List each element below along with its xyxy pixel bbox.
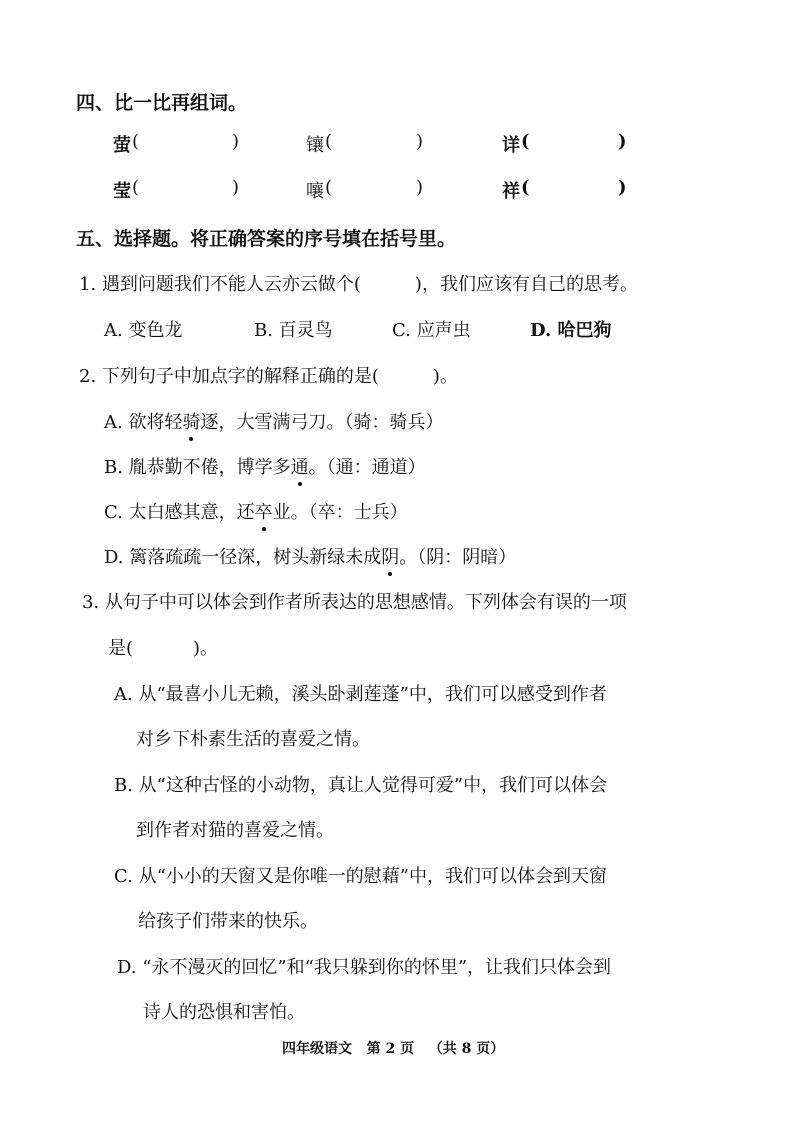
- answer-blank[interactable]: [338, 174, 413, 200]
- option-text: 逐，大雪满弓刀。（骑：骑兵）: [200, 412, 444, 433]
- close-paren: ): [618, 177, 627, 198]
- close-paren: ): [416, 177, 424, 198]
- dotted-char: 卒: [255, 498, 273, 524]
- word-char: 萤: [113, 135, 131, 156]
- answer-blank[interactable]: [534, 128, 614, 154]
- q3-stem-line1: 3. 从句子中可以体会到作者所表达的思想感情。下列体会有误的一项: [82, 592, 627, 613]
- open-paren: (: [521, 177, 530, 198]
- open-paren: (: [521, 131, 530, 152]
- q3-stem-before: 是(: [108, 638, 134, 659]
- q2-option-a: [104, 408, 443, 434]
- q2-option-b: [104, 453, 426, 479]
- option-text: 。（通：通道）: [308, 457, 426, 478]
- q3-stem-after: )。: [193, 638, 219, 659]
- q3-option-d-line1: D. “永不漫灭的回忆”和“我只躲到你的怀里”，让我们只体会到: [117, 957, 612, 978]
- word-char: 嚷: [306, 181, 324, 202]
- open-paren: (: [132, 131, 140, 152]
- q3-option-b-line2: 到作者对猫的喜爱之情。: [136, 820, 334, 841]
- q1-option-c: C. 应声虫: [392, 320, 471, 341]
- answer-blank[interactable]: [145, 128, 230, 154]
- option-text: 。（阴：阴暗）: [399, 547, 517, 568]
- option-text: C. 太白感其意，还: [104, 502, 255, 523]
- q3-stem-line2: [108, 634, 218, 660]
- q1-option-d: D. 哈巴狗: [530, 320, 612, 341]
- option-text: A. 欲将轻: [104, 412, 183, 433]
- q2-stem-before: 2. 下列句子中加点字的解释正确的是(: [79, 366, 379, 387]
- q2-stem: [79, 362, 458, 388]
- q1-stem-before: 1. 遇到问题我们不能人云亦云做个(: [79, 274, 361, 295]
- q3-option-b-line1: B. 从“这种古怪的小动物，真让人觉得可爱”中，我们可以体会: [114, 775, 608, 796]
- section4-title: 四、比一比再组词。: [76, 92, 248, 114]
- word-char: 莹: [113, 181, 131, 202]
- word-char: 祥: [502, 181, 520, 202]
- dotted-char: 阴: [381, 543, 399, 569]
- word-char: 详: [502, 135, 520, 156]
- close-paren: ): [416, 131, 424, 152]
- option-text: D. 篱落疏疏一径深，树头新绿未成: [104, 547, 382, 568]
- close-paren: ): [618, 131, 627, 152]
- footer-total: （共 8 页）: [428, 1041, 505, 1057]
- option-text: 业。（卒：士兵）: [272, 502, 408, 523]
- close-paren: ): [232, 131, 240, 152]
- open-paren: (: [132, 177, 140, 198]
- q1-option-a: A. 变色龙: [104, 320, 183, 341]
- open-paren: (: [325, 131, 333, 152]
- footer-page: 第 2 页: [366, 1041, 415, 1057]
- open-paren: (: [325, 177, 333, 198]
- dotted-char: 骑: [182, 408, 200, 434]
- footer-subject: 四年级语文: [282, 1041, 352, 1057]
- q3-option-a-line2: 对乡下朴素生活的喜爱之情。: [136, 729, 370, 750]
- q1-stem: [79, 270, 638, 296]
- q1-stem-after: )，我们应该有自己的思考。: [414, 274, 638, 295]
- q1-option-b: B. 百灵鸟: [254, 320, 333, 341]
- word-char: 镶: [306, 135, 324, 156]
- q2-option-c: [104, 498, 408, 524]
- q3-option-c-line1: C. 从“小小的天窗又是你唯一的慰藉”中，我们可以体会到天窗: [114, 866, 607, 887]
- q2-option-d: [104, 543, 516, 569]
- option-text: B. 胤恭勤不倦，博学多: [104, 457, 291, 478]
- answer-blank[interactable]: [534, 174, 614, 200]
- q3-option-c-line2: 给孩子们带来的快乐。: [138, 911, 318, 932]
- answer-blank[interactable]: [145, 174, 230, 200]
- q3-option-a-line1: A. 从“最喜小儿无赖，溪头卧剥莲蓬”中，我们可以感受到作者: [114, 684, 607, 705]
- page-footer: [282, 1038, 504, 1058]
- answer-blank[interactable]: [338, 128, 413, 154]
- q2-stem-after: )。: [432, 366, 458, 387]
- section5-title: 五、选择题。将正确答案的序号填在括号里。: [76, 228, 457, 250]
- q3-option-d-line2: 诗人的恐惧和害怕。: [143, 1002, 305, 1023]
- close-paren: ): [232, 177, 240, 198]
- dotted-char: 通: [291, 453, 309, 479]
